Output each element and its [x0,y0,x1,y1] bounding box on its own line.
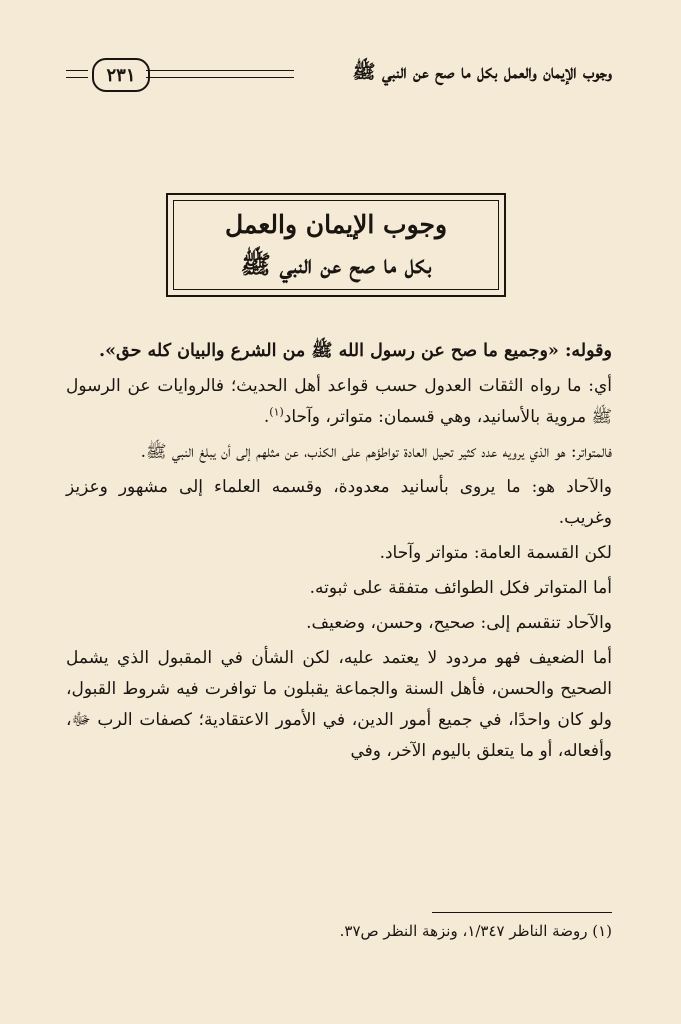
footnote-reference: (١) [269,405,284,419]
running-head-title: وجوب الإيمان والعمل بكل ما صح عن النبي ﷺ [352,61,612,83]
chapter-title-box [166,193,506,297]
paragraph-ahad: والآحاد هو: ما يروى بأسانيد معدودة، وقسمه العلماء إلى مشهور وعزيز وغريب. [66,477,612,528]
paragraph-mutawatir-agreement: أما المتواتر فكل الطوائف متفقة على ثبوته. [309,578,612,598]
header-rule-left [66,70,88,78]
paragraph-ahad-division: والآحاد تنقسم إلى: صحيح، وحسن، وضعيف. [306,613,612,633]
header-rule [146,70,294,78]
body-text [66,336,612,771]
paragraph-mutawatir: فالمتواتر: هو الذي يرويه عدد كثير تحيل العادة تواطؤهم على الكذب، عن مثلهم إلى أن يبلغ النبي ﷺ. [140,442,612,462]
chapter-title-line-1: وجوب الإيمان والعمل [224,210,448,239]
chapter-title-line-2: بكل ما صح عن النبي ﷺ [240,250,432,279]
chapter-title-frame [173,200,499,290]
page-number: ٢٣١ [92,58,150,92]
footnote-rule [432,912,612,913]
paragraph-definition [66,371,612,433]
footnote: (١) روضة الناظر ١/٣٤٧، ونزهة النظر ص٣٧. [339,922,612,940]
paragraph-definition-end: . [263,407,270,427]
paragraph-definition-text: أي: ما رواه الثقات العدول حسب قواعد أهل الحديث؛ فالروايات عن الرسول ﷺ مروية بالأسانيد، وهي قسمان: متواتر، وآحاد [66,376,612,427]
paragraph-general-division: لكن القسمة العامة: متواتر وآحاد. [379,543,612,563]
running-head [66,58,612,98]
paragraph-quote: وقوله: «وجميع ما صح عن رسول الله ﷺ من الشرع والبيان كله حق». [98,341,612,361]
paragraph-weak-hadith: أما الضعيف فهو مردود لا يعتمد عليه، لكن الشأن في المقبول الذي يشمل الصحيح والحسن، فأهل السنة والجماعة يقبلون ما توافرت فيه شروط القبول، ولو كان واحدًا، في جميع أمور الدين، في الأمور الاعتقادية؛ كصفات الرب ﷻ، وأفعاله، أو ما يتعلق باليوم الآخر، وفي [66,648,612,761]
